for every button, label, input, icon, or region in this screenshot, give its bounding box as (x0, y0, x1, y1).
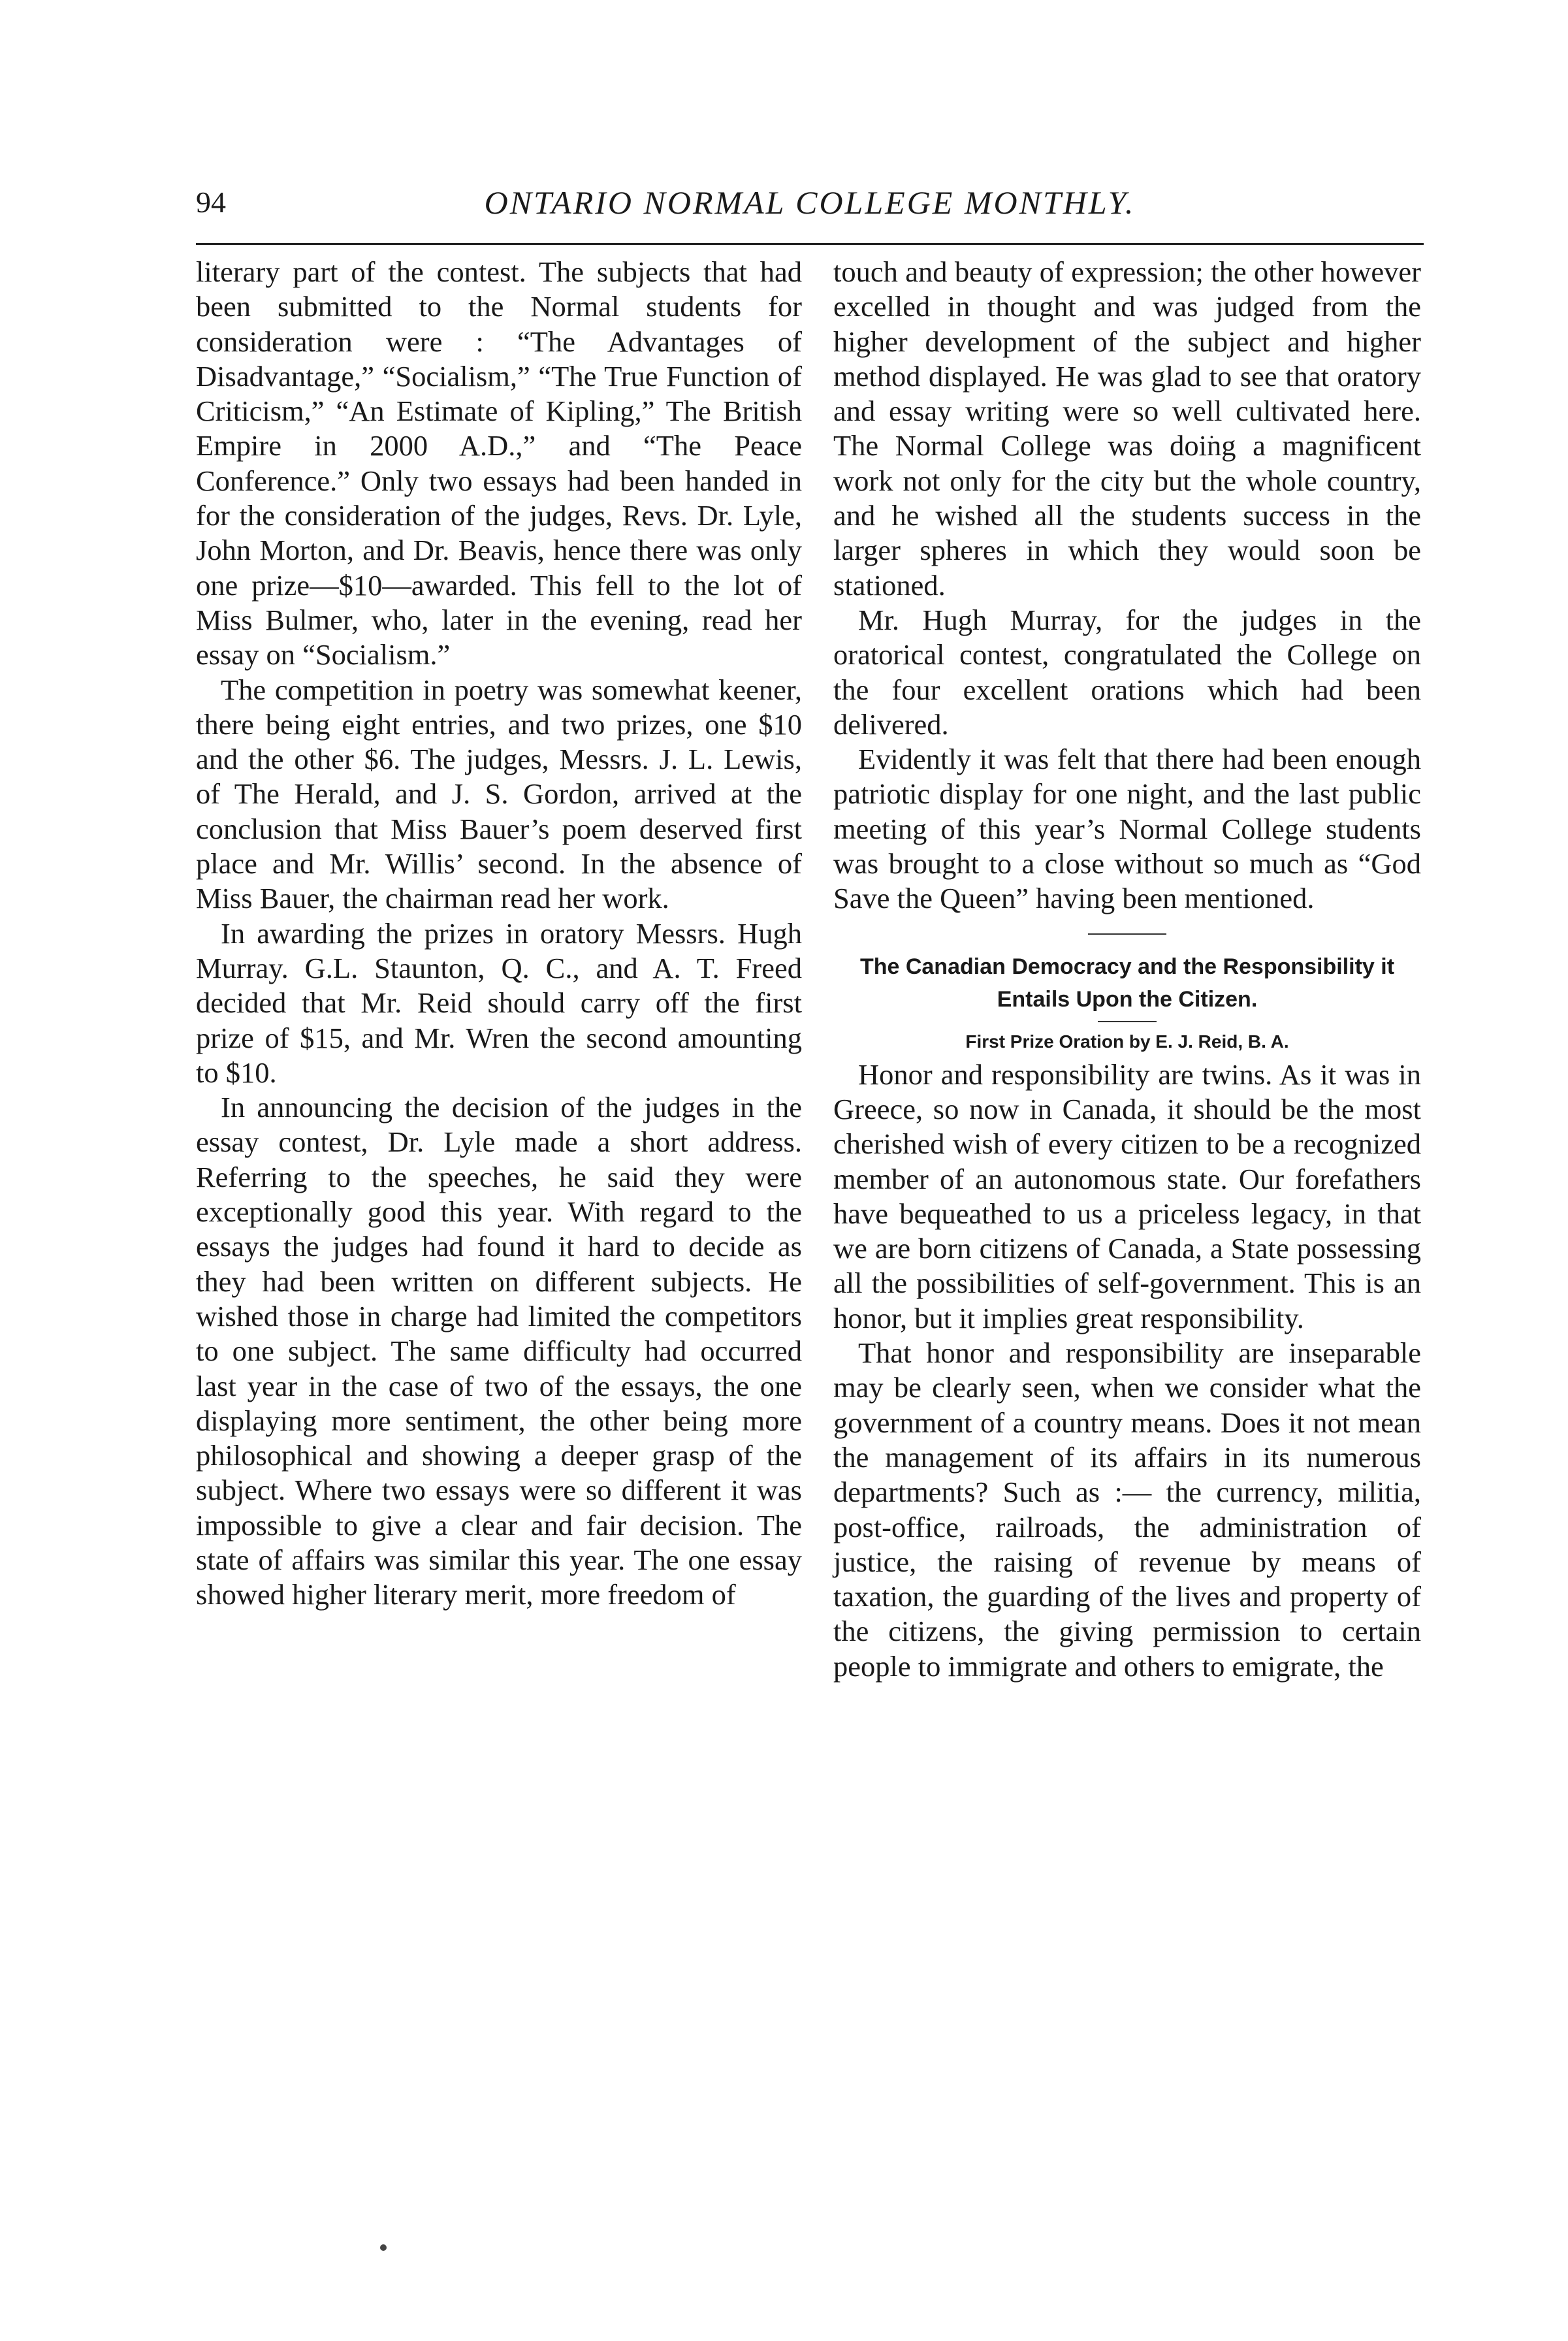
header-rule (196, 243, 1424, 245)
page-header (196, 176, 1424, 229)
paragraph: Evidently it was felt that there had been enough patriotic display for one night, and the last public meeting of this year’s Normal College students was brought to a close without so much as “God Save the Queen” having been mentioned. (833, 743, 1421, 915)
running-title: ONTARIO NORMAL COLLEGE MONTHLY. (484, 184, 1136, 221)
section-divider (1088, 933, 1166, 935)
paragraph: Honor and responsibility are twins. As it was in Greece, so now in Canada, it should be the most cherished wish of every citizen to be a recognized member of an autonomous state. Our forefathers have bequeathed to us a priceless legacy, in that we are born citizens of Canada, a State possessing all the possibilities of self-government. This is an honor, but it implies great responsibility. (833, 1057, 1421, 1334)
section-heading: The Canadian Democracy and the Responsibility it Entails Upon the Citizen. (859, 954, 1395, 1012)
heading-rule (1098, 1021, 1157, 1022)
right-column (833, 255, 1421, 1684)
paragraph: In announcing the decision of the judges in the essay contest, Dr. Lyle made a short address. Referring to the speeches, he said they were exceptionally good this year. With regard to the essays the judges had found it hard to decide as they had been written on different subjects. He wished those in charge had limited the competitors to one subject. The same difficulty had occurred last year in the case of two of the essays, the one displaying more sentiment, the other being more philosophical and showing a deeper grasp of the subject. Where two essays were so different it was impossible to give a clear and fair decision. The state of affairs was similar this year. The one essay showed higher literary merit, more freedom of (196, 1091, 802, 1611)
paragraph: literary part of the contest. The subjects that had been submitted to the Normal students for consideration were : “The Advantages of Disadvantage,” “Socialism,” “The True Function of Criticism,” “An Estimate of Kipling,” The British Empire in 2000 A.D.,” and “The Peace Conference.” Only two essays had been handed in for the consideration of the judges, Revs. Dr. Lyle, John Morton, and Dr. Beavis, hence there was only one prize—$10—awarded. This fell to the lot of Miss Bulmer, who, later in the evening, read her essay on “Socialism.” (196, 255, 802, 671)
paragraph: That honor and responsibility are inseparable may be clearly seen, when we consider what the government of a country means. Does it not mean the management of its affairs in its numerous departments? Such as :— the currency, militia, post-office, railroads, the administration of justice, the raising of revenue by means of taxation, the guarding of the lives and property of the citizens, the giving permission to certain people to immigrate and others to emigrate, the (833, 1336, 1421, 1683)
paragraph: In awarding the prizes in oratory Messrs. Hugh Murray. G.L. Staunton, Q. C., and A. T. Freed decided that Mr. Reid should carry off the first prize of $15, and Mr. Wren the second amounting to $10. (196, 916, 802, 1089)
paragraph: The competition in poetry was somewhat keener, there being eight entries, and two prizes, one $10 and the other $6. The judges, Messrs. J. L. Lewis, of The Herald, and J. S. Gordon, arrived at the conclusion that Miss Bauer’s poem deserved first place and Mr. Willis’ second. In the absence of Miss Bauer, the chairman read her work. (196, 673, 802, 915)
paragraph: touch and beauty of expression; the other however excelled in thought and was judged from the higher development of the subject and higher method displayed. He was glad to see that oratory and essay writing were so well cultivated here. The Normal College was doi͘ng a magnificent work not only for the city but the whole country, and he wished all the students success in the larger spheres in which they would soon be stationed. (833, 255, 1421, 602)
left-column (196, 255, 802, 1613)
footer-mark (380, 2244, 387, 2251)
paragraph: Mr. Hugh Murray, for the judges in the oratorical contest, congratulated the College on the four excellent orations which had been delivered. (833, 603, 1421, 741)
byline: First Prize Oration by E. J. Reid, B. A. (965, 1031, 1289, 1052)
page-number: 94 (196, 186, 226, 219)
